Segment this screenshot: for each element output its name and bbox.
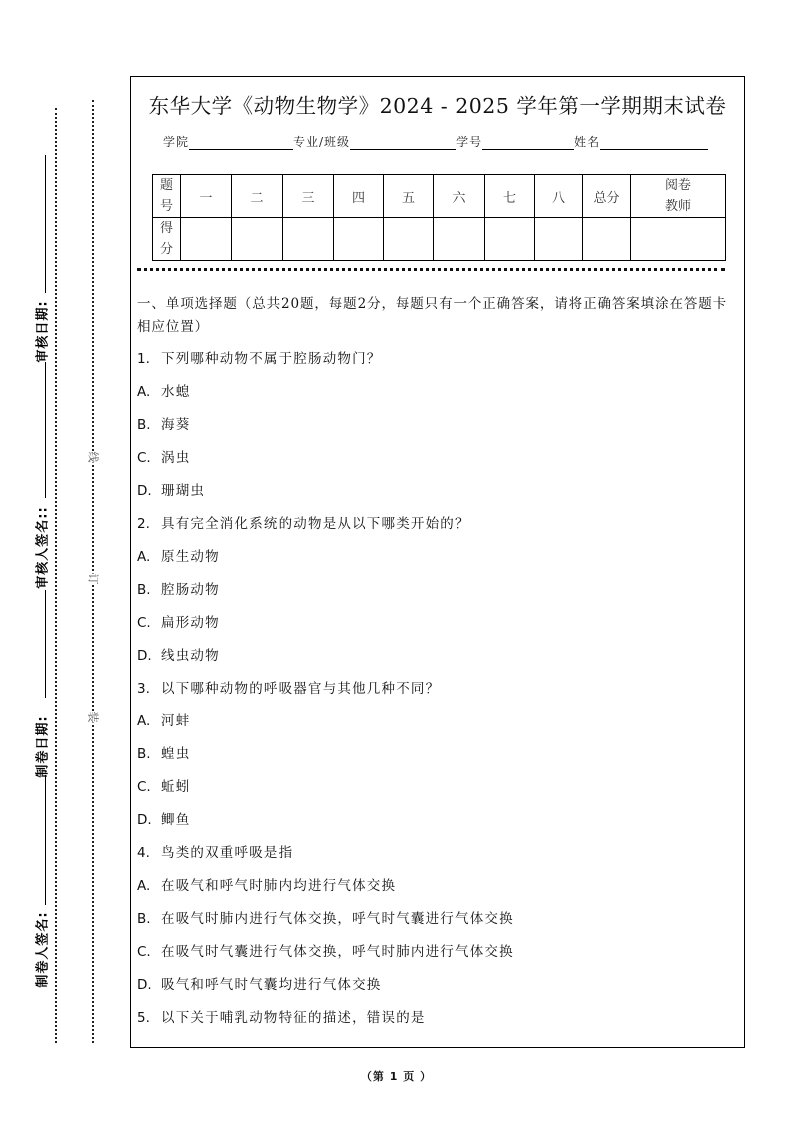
option-text: 海葵	[161, 417, 191, 433]
option-text: 在吸气时肺内进行气体交换，呼气时气囊进行气体交换	[161, 911, 514, 927]
question-number: 4.	[137, 845, 150, 861]
reviewer-sign-label: 审核人签名::	[35, 506, 51, 589]
question-2	[137, 512, 470, 532]
cut-mark-mount: 装	[86, 711, 100, 723]
question-number-header-text: 题号	[159, 178, 173, 214]
option-key: A.	[137, 713, 151, 729]
score-cell-5[interactable]	[384, 218, 434, 261]
question-text: 下列哪种动物不属于腔肠动物门？	[161, 351, 382, 367]
option-key: D.	[137, 812, 152, 828]
option-text: 蝗虫	[161, 746, 191, 762]
student-info-row	[163, 133, 708, 150]
question-1	[137, 347, 382, 367]
option-4a[interactable]	[137, 874, 396, 894]
score-cell-total[interactable]	[583, 218, 631, 261]
question-number: 1.	[137, 351, 150, 367]
option-1a[interactable]	[137, 380, 190, 400]
score-table-header-row	[153, 175, 726, 218]
option-2c[interactable]	[137, 611, 220, 631]
question-5	[137, 1006, 426, 1026]
major-class-label: 专业/班级	[293, 135, 351, 149]
option-4c[interactable]	[137, 940, 514, 960]
option-text: 原生动物	[161, 549, 220, 565]
option-text: 腔肠动物	[161, 582, 220, 598]
option-4d[interactable]	[137, 973, 382, 993]
cut-mark-bind: 订	[86, 573, 100, 585]
page-number: （第 1 页 ）	[360, 1070, 433, 1083]
col-header-total: 总分	[583, 175, 631, 218]
reviewer-date-line	[45, 155, 46, 293]
option-text: 扁形动物	[161, 615, 220, 631]
option-key: A.	[137, 384, 151, 400]
option-text: 在吸气时气囊进行气体交换，呼气时肺内进行气体交换	[161, 944, 514, 960]
major-class-field[interactable]	[350, 137, 456, 150]
option-key: C.	[137, 615, 151, 631]
col-header-grader	[631, 175, 726, 218]
option-text: 在吸气和呼气时肺内均进行气体交换	[161, 878, 397, 894]
question-text: 以下关于哺乳动物特征的描述，错误的是	[161, 1010, 426, 1026]
option-key: D.	[137, 483, 152, 499]
option-2d[interactable]	[137, 644, 220, 664]
option-text: 河蚌	[161, 713, 191, 729]
col-header-4: 四	[334, 175, 384, 218]
option-key: D.	[137, 977, 152, 993]
header-divider	[137, 268, 725, 271]
option-key: A.	[137, 878, 151, 894]
score-cell-6[interactable]	[434, 218, 485, 261]
option-text: 吸气和呼气时气囊均进行气体交换	[161, 977, 382, 993]
question-number: 3.	[137, 681, 150, 697]
maker-date-line	[45, 590, 46, 698]
option-3b[interactable]	[137, 742, 190, 762]
option-text: 涡虫	[161, 450, 191, 466]
score-cell-2[interactable]	[232, 218, 283, 261]
col-header-7: 七	[485, 175, 535, 218]
option-1b[interactable]	[137, 413, 190, 433]
maker-sign-line	[45, 775, 46, 905]
score-cell-grader[interactable]	[631, 218, 726, 261]
option-3d[interactable]	[137, 808, 190, 828]
option-key: C.	[137, 779, 151, 795]
score-cell-4[interactable]	[334, 218, 384, 261]
option-key: C.	[137, 944, 151, 960]
option-2b[interactable]	[137, 578, 220, 598]
score-cell-1[interactable]	[181, 218, 232, 261]
question-3	[137, 677, 440, 697]
college-label: 学院	[163, 135, 190, 149]
option-key: A.	[137, 549, 151, 565]
option-text: 水螅	[161, 384, 191, 400]
question-number-header	[153, 175, 181, 218]
score-header-text: 得分	[159, 221, 173, 257]
score-table	[152, 174, 726, 261]
exam-frame	[130, 76, 745, 1048]
inner-dotted-line	[55, 108, 57, 1043]
col-header-grader-text: 阅卷教师	[664, 178, 691, 214]
section-1-heading: 一、单项选择题（总共20题，每题2分，每题只有一个正确答案，请将正确答案填涂在答题卡相应位置）	[137, 296, 728, 335]
reviewer-sign-line	[45, 362, 46, 498]
col-header-3: 三	[283, 175, 334, 218]
option-3c[interactable]	[137, 775, 190, 795]
option-text: 珊瑚虫	[161, 483, 206, 499]
col-header-6: 六	[434, 175, 485, 218]
outer-dotted-line	[92, 100, 94, 1043]
option-key: B.	[137, 911, 151, 927]
score-cell-7[interactable]	[485, 218, 535, 261]
name-field[interactable]	[600, 137, 708, 150]
option-text: 鲫鱼	[161, 812, 191, 828]
option-key: B.	[137, 417, 151, 433]
question-number: 5.	[137, 1010, 150, 1026]
student-id-label: 学号	[456, 135, 483, 149]
question-text: 鸟类的双重呼吸是指	[161, 845, 294, 861]
maker-date-label: 制卷日期:	[35, 715, 51, 778]
student-id-field[interactable]	[482, 137, 574, 150]
option-2a[interactable]	[137, 545, 220, 565]
name-label: 姓名	[574, 135, 601, 149]
cut-mark-line: 线	[86, 451, 100, 463]
question-text: 以下哪种动物的呼吸器官与其他几种不同？	[161, 681, 441, 697]
option-key: C.	[137, 450, 151, 466]
option-key: D.	[137, 648, 152, 664]
option-3a[interactable]	[137, 709, 190, 729]
score-header	[153, 218, 181, 261]
option-key: B.	[137, 746, 151, 762]
exam-title: 东华大学《动物生物学》2024 - 2025 学年第一学期期末试卷	[148, 94, 727, 118]
col-header-8: 八	[535, 175, 583, 218]
score-cell-3[interactable]	[283, 218, 334, 261]
option-1c[interactable]	[137, 446, 190, 466]
score-cell-8[interactable]	[535, 218, 583, 261]
score-table-score-row	[153, 218, 726, 261]
option-4b[interactable]	[137, 907, 514, 927]
option-key: B.	[137, 582, 151, 598]
col-header-5: 五	[384, 175, 434, 218]
maker-sign-label: 制卷人签名:	[35, 911, 51, 988]
question-number: 2.	[137, 516, 150, 532]
option-text: 蚯蚓	[161, 779, 191, 795]
college-field[interactable]	[189, 137, 293, 150]
question-text: 具有完全消化系统的动物是从以下哪类开始的？	[161, 516, 470, 532]
option-1d[interactable]	[137, 479, 205, 499]
option-text: 线虫动物	[161, 648, 220, 664]
reviewer-date-label: 审核日期:	[35, 300, 51, 363]
col-header-2: 二	[232, 175, 283, 218]
question-4	[137, 841, 293, 861]
col-header-1: 一	[181, 175, 232, 218]
